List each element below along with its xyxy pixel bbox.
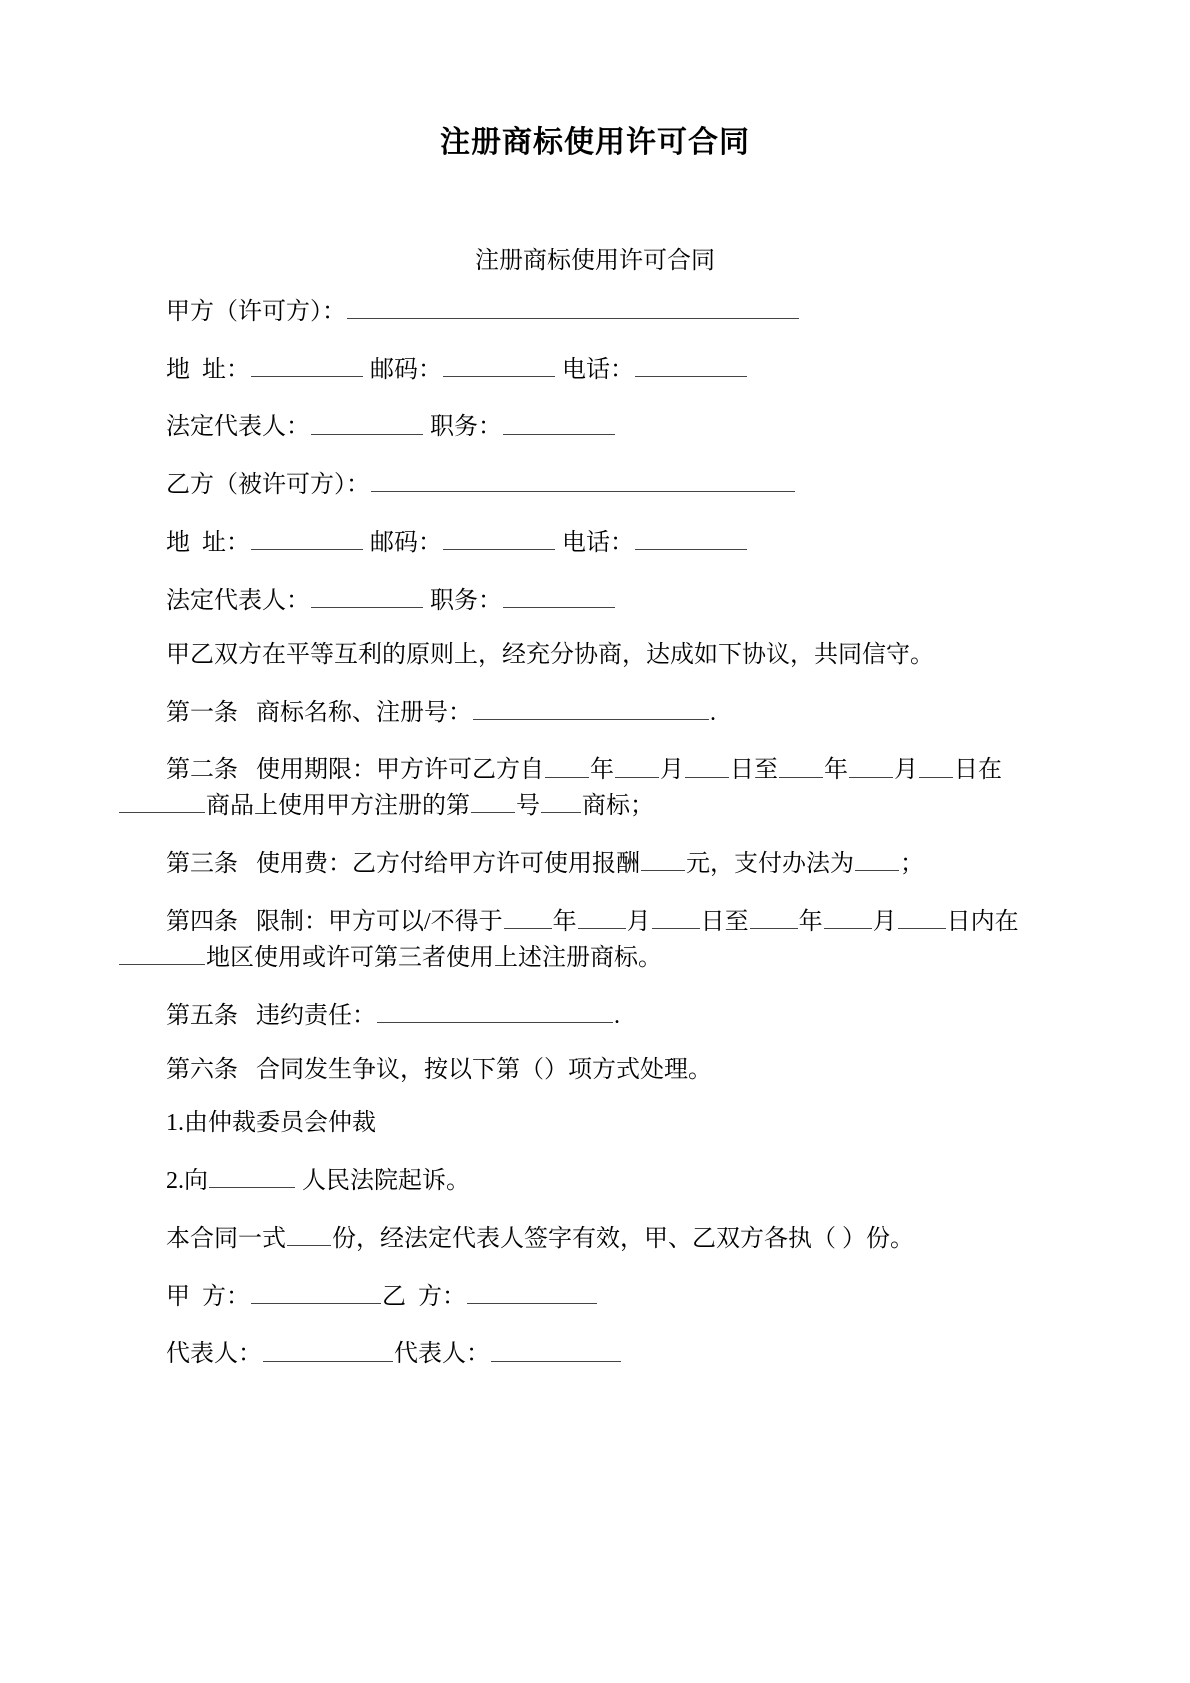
article-2-goods-blank[interactable] <box>119 787 205 813</box>
article-2-text-9: 号 <box>516 793 540 820</box>
article-4-year-end-blank[interactable] <box>750 903 798 929</box>
article-5-number: 第五条 <box>166 1002 238 1029</box>
party-a-address-blank[interactable] <box>251 351 363 377</box>
party-b-phone-label: 电话： <box>562 530 634 557</box>
party-a-position-blank[interactable] <box>503 408 615 434</box>
party-a-address-label: 地 址： <box>166 356 250 383</box>
dispute-option-2-court-blank[interactable] <box>209 1162 295 1188</box>
article-4-text-6: 月 <box>872 909 897 936</box>
article-1-blank[interactable] <box>473 694 709 720</box>
article-2-text-10: 商标； <box>582 793 654 820</box>
dispute-option-2-prefix: 2.向 <box>166 1168 208 1195</box>
article-4-number: 第四条 <box>166 909 238 936</box>
party-b-label: 乙方（被许可方）： <box>166 472 370 499</box>
article-1-number: 第一条 <box>166 699 238 726</box>
article-2-day-end-blank[interactable] <box>919 751 953 777</box>
party-b-blank[interactable] <box>371 466 795 492</box>
party-b-contact-line <box>118 524 1080 560</box>
article-2-text-7: 日在 <box>954 757 1002 784</box>
dispute-option-2 <box>118 1162 1080 1198</box>
article-2-mark-blank[interactable] <box>541 787 581 813</box>
article-2-day-start-blank[interactable] <box>685 751 729 777</box>
page-title: 注册商标使用许可合同 <box>440 126 750 159</box>
article-2 <box>118 751 1080 823</box>
closing-copies-prefix: 本合同一式 <box>166 1225 286 1252</box>
party-b-line <box>118 466 1080 502</box>
article-3-method-blank[interactable] <box>855 845 899 871</box>
party-a-blank[interactable] <box>347 293 799 319</box>
article-3-fee-blank[interactable] <box>641 845 685 871</box>
article-4-text-2: 年 <box>552 909 577 936</box>
party-b-legal-rep-blank[interactable] <box>311 582 423 608</box>
article-3-text-1: 使用费：乙方付给甲方许可使用报酬 <box>256 851 640 878</box>
article-5 <box>118 997 1080 1033</box>
party-b-postcode-blank[interactable] <box>443 524 555 550</box>
article-2-text-3: 月 <box>660 757 684 784</box>
rep-a-blank[interactable] <box>263 1335 393 1361</box>
document-subtitle: 注册商标使用许可合同 <box>475 247 715 274</box>
article-4-text-8: 地区使用或许可第三者使用上述注册商标。 <box>206 945 662 971</box>
party-b-sign-label: 乙 方： <box>382 1283 466 1310</box>
party-a-label: 甲方（许可方）： <box>166 298 346 325</box>
article-4-year-start-blank[interactable] <box>504 903 552 929</box>
party-a-phone-label: 电话： <box>562 356 634 383</box>
article-2-regnum-blank[interactable] <box>471 787 515 813</box>
party-b-address-label: 地 址： <box>166 530 250 557</box>
article-2-text-2: 年 <box>590 757 614 784</box>
article-6-number: 第六条 <box>166 1056 238 1083</box>
article-4-text-7: 日内在 <box>946 909 1019 936</box>
article-2-month-end-blank[interactable] <box>849 751 893 777</box>
article-5-text: 违约责任： <box>256 1002 376 1029</box>
article-4-month-start-blank[interactable] <box>578 903 626 929</box>
signature-reps-line <box>118 1335 1080 1371</box>
closing-copies-line <box>118 1220 1080 1256</box>
closing-copies-suffix: 份，经法定代表人签字有效，甲、乙双方各执（ ）份。 <box>332 1225 914 1252</box>
article-1-tail: . <box>710 699 716 726</box>
article-2-text-4: 日至 <box>730 757 778 784</box>
article-2-number: 第二条 <box>166 757 238 784</box>
preamble-paragraph: 甲乙双方在平等互利的原则上，经充分协商，达成如下协议，共同信守。 <box>166 641 934 668</box>
party-a-sign-label: 甲 方： <box>166 1283 250 1310</box>
article-4-text-5: 年 <box>798 909 823 936</box>
article-2-text-8: 商品上使用甲方注册的第 <box>206 793 470 820</box>
party-a-legal-rep-label: 法定代表人： <box>166 414 310 441</box>
party-a-sign-blank[interactable] <box>251 1278 381 1304</box>
party-b-position-label: 职务： <box>430 588 502 615</box>
article-2-text-1: 使用期限：甲方许可乙方自 <box>256 757 544 784</box>
party-a-contact-line <box>118 351 1080 387</box>
rep-a-label: 代表人： <box>166 1341 262 1368</box>
article-5-blank[interactable] <box>377 997 613 1023</box>
party-a-postcode-label: 邮码： <box>370 356 442 383</box>
dispute-option-2-suffix: 人民法院起诉。 <box>296 1168 470 1195</box>
party-a-postcode-blank[interactable] <box>443 351 555 377</box>
article-4-day-end-blank[interactable] <box>898 903 946 929</box>
party-b-position-blank[interactable] <box>503 582 615 608</box>
signature-parties-line <box>118 1278 1080 1314</box>
article-3-text-3: ； <box>900 851 924 878</box>
party-b-legal-rep-label: 法定代表人： <box>166 588 310 615</box>
article-4-text-4: 日至 <box>700 909 749 936</box>
party-a-legal-rep-blank[interactable] <box>311 408 423 434</box>
article-2-text-5: 年 <box>824 757 848 784</box>
article-1-text: 商标名称、注册号： <box>256 699 472 726</box>
article-2-text-6: 月 <box>894 757 918 784</box>
article-4-text-3: 月 <box>626 909 651 936</box>
article-4-day-start-blank[interactable] <box>652 903 700 929</box>
article-6 <box>118 1055 1080 1087</box>
article-2-year-start-blank[interactable] <box>545 751 589 777</box>
party-b-phone-blank[interactable] <box>635 524 747 550</box>
article-4-region-blank[interactable] <box>119 939 205 965</box>
party-b-postcode-label: 邮码： <box>370 530 442 557</box>
article-4 <box>118 903 1080 975</box>
rep-b-blank[interactable] <box>491 1335 621 1361</box>
document-body <box>0 293 1190 1372</box>
article-5-tail: . <box>614 1002 620 1029</box>
party-a-rep-line <box>118 408 1080 444</box>
party-b-sign-blank[interactable] <box>467 1278 597 1304</box>
article-2-year-end-blank[interactable] <box>779 751 823 777</box>
article-4-month-end-blank[interactable] <box>824 903 872 929</box>
dispute-option-1: 1.由仲裁委员会仲裁 <box>166 1110 376 1137</box>
party-a-line <box>118 293 1080 329</box>
party-b-address-blank[interactable] <box>251 524 363 550</box>
article-3 <box>118 845 1080 881</box>
article-4-text-1: 限制：甲方可以/不得于 <box>256 909 503 936</box>
closing-copies-blank[interactable] <box>287 1220 331 1246</box>
article-2-month-start-blank[interactable] <box>615 751 659 777</box>
party-b-rep-line <box>118 582 1080 618</box>
article-3-text-2: 元，支付办法为 <box>686 851 854 878</box>
article-6-text: 合同发生争议，按以下第（）项方式处理。 <box>256 1056 712 1083</box>
rep-b-label: 代表人： <box>394 1341 490 1368</box>
article-3-number: 第三条 <box>166 851 238 878</box>
article-1 <box>118 694 1080 730</box>
party-a-phone-blank[interactable] <box>635 351 747 377</box>
party-a-position-label: 职务： <box>430 414 502 441</box>
